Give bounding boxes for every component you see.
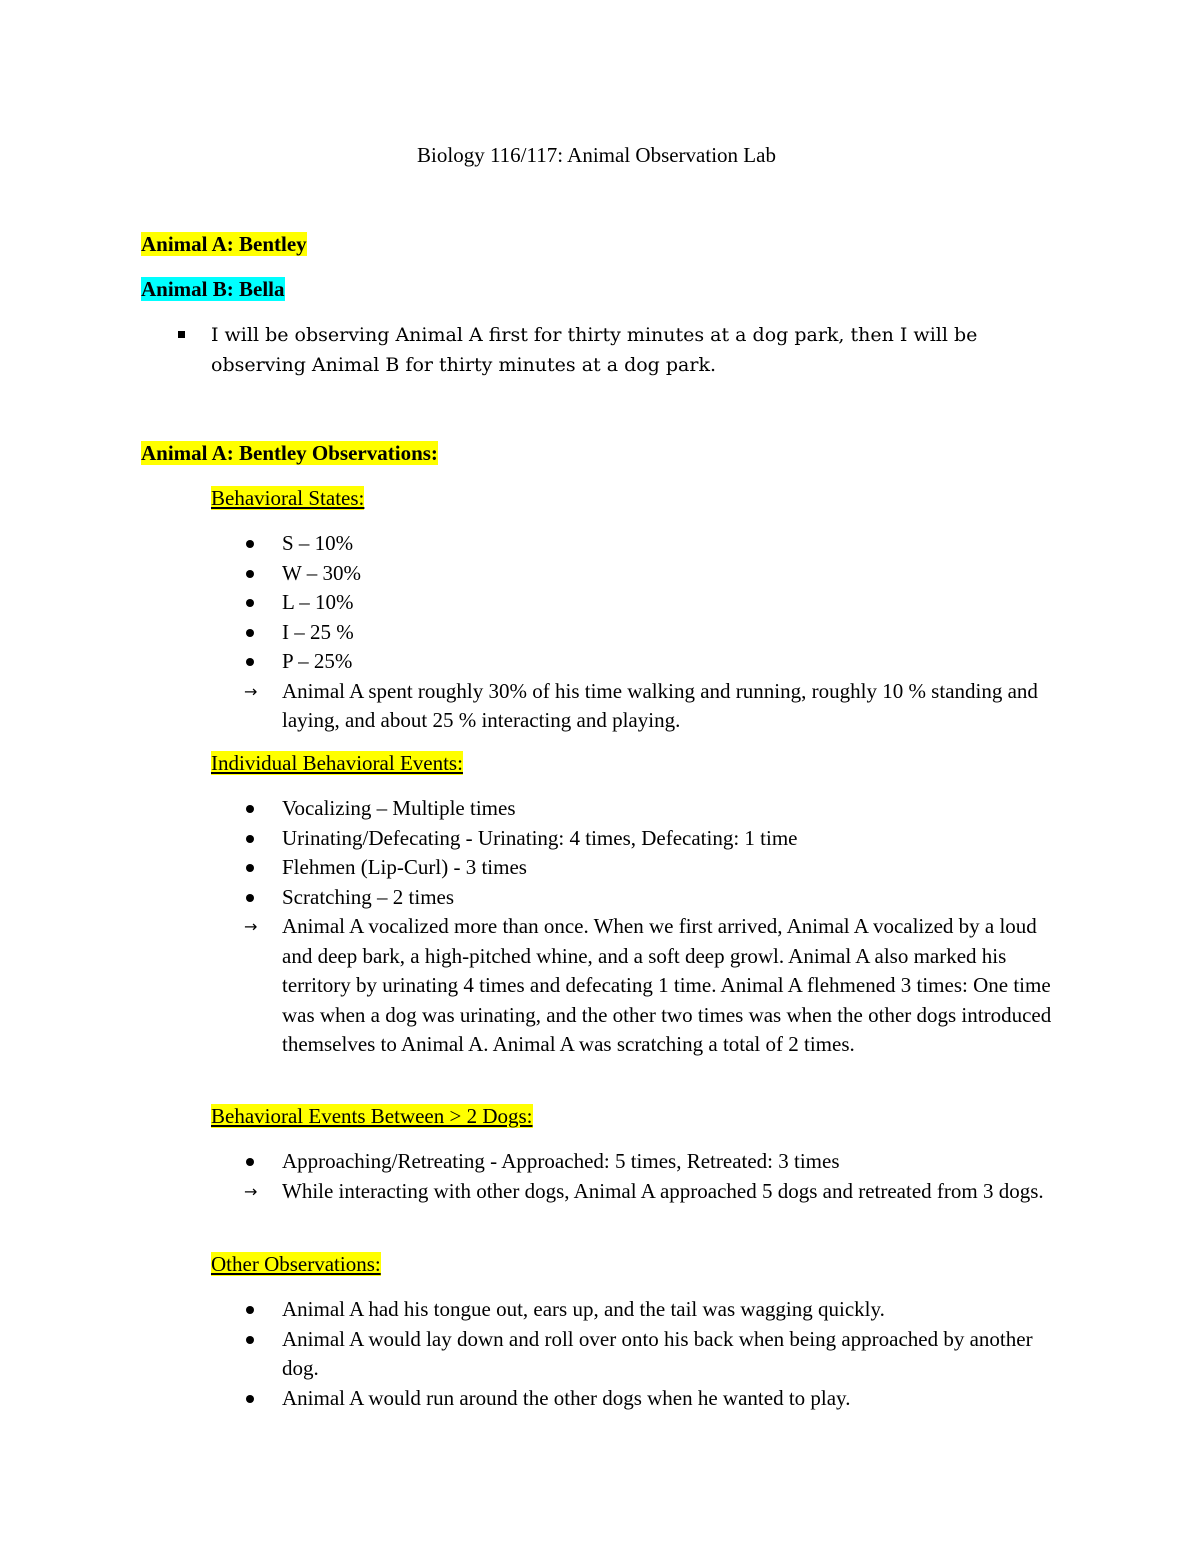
list-item: P – 25% bbox=[0, 647, 1072, 677]
animal-a-heading: Animal A: Bentley bbox=[141, 232, 307, 256]
document-title: Biology 116/117: Animal Observation Lab bbox=[417, 143, 776, 167]
bullet-icon bbox=[246, 570, 254, 578]
bullet-icon bbox=[246, 864, 254, 872]
summary-item: → Animal A spent roughly 30% of his time walking and running, roughly 10 % standing and laying, and about 25 % interacting and playing. bbox=[244, 678, 1038, 732]
bullet-icon bbox=[246, 629, 254, 637]
individual-events-list bbox=[0, 794, 1072, 1060]
list-item: I will be observing Animal A first for thirty minutes at a dog park, then I will be observing Animal B for thirty minutes at a dog park. bbox=[0, 321, 991, 380]
list-item: Approaching/Retreating - Approached: 5 times, Retreated: 3 times bbox=[0, 1147, 1072, 1177]
events-between-dogs-list bbox=[0, 1147, 1072, 1206]
bullet-icon bbox=[246, 1395, 254, 1403]
bullet-icon bbox=[246, 805, 254, 813]
list-item: Animal A would lay down and roll over onto his back when being approached by another dog. bbox=[0, 1325, 1072, 1384]
observations-heading: Animal A: Bentley Observations: bbox=[141, 441, 438, 465]
bullet-icon bbox=[246, 540, 254, 548]
section-heading-events-between-dogs: Behavioral Events Between > 2 Dogs: bbox=[211, 1104, 533, 1128]
behavioral-states-list bbox=[0, 529, 1072, 736]
summary-item: → While interacting with other dogs, Animal A approached 5 dogs and retreated from 3 dogs. bbox=[0, 1177, 1072, 1207]
list-item: Animal A would run around the other dogs when he wanted to play. bbox=[0, 1384, 1072, 1414]
bullet-icon bbox=[246, 1306, 254, 1314]
bullet-icon bbox=[246, 894, 254, 902]
list-item: Scratching – 2 times bbox=[0, 883, 1072, 913]
arrow-icon: → bbox=[244, 917, 258, 936]
list-item: Urinating/Defecating - Urinating: 4 times, Defecating: 1 time bbox=[0, 824, 1072, 854]
summary-item: → Animal A vocalized more than once. When we first arrived, Animal A vocalized by a loud and deep bark, a high-pitched whine, and a soft deep growl. Animal A also marked his territory by urinating 4 times and defecating 1 time. Animal A flehmened 3 times: One time was when a dog was urinating, and the other two times was when the other dogs introduced themselves to Animal A. Animal A was scratching a total of 2 times. bbox=[244, 914, 1052, 1056]
list-item: Animal A had his tongue out, ears up, and the tail was wagging quickly. bbox=[0, 1295, 1072, 1325]
intro-list bbox=[0, 321, 991, 380]
bullet-icon bbox=[246, 658, 254, 666]
bullet-icon bbox=[246, 599, 254, 607]
section-heading-other-observations: Other Observations: bbox=[211, 1252, 381, 1276]
arrow-icon: → bbox=[244, 1181, 258, 1201]
section-heading-behavioral-states: Behavioral States: bbox=[211, 486, 365, 510]
square-bullet-icon bbox=[178, 331, 185, 338]
bullet-icon bbox=[246, 1158, 254, 1166]
list-item: Flehmen (Lip-Curl) - 3 times bbox=[0, 853, 1072, 883]
other-observations-list bbox=[0, 1295, 1072, 1413]
section-heading-individual-events: Individual Behavioral Events: bbox=[211, 751, 463, 775]
list-item: Vocalizing – Multiple times bbox=[0, 794, 1072, 824]
list-item: I – 25 % bbox=[0, 618, 1072, 648]
bullet-icon bbox=[246, 835, 254, 843]
arrow-icon: → bbox=[244, 681, 258, 701]
list-item: L – 10% bbox=[0, 588, 1072, 618]
bullet-icon bbox=[246, 1336, 254, 1344]
list-item: S – 10% bbox=[0, 529, 1072, 559]
animal-b-heading: Animal B: Bella bbox=[141, 277, 285, 301]
list-item: W – 30% bbox=[0, 559, 1072, 589]
